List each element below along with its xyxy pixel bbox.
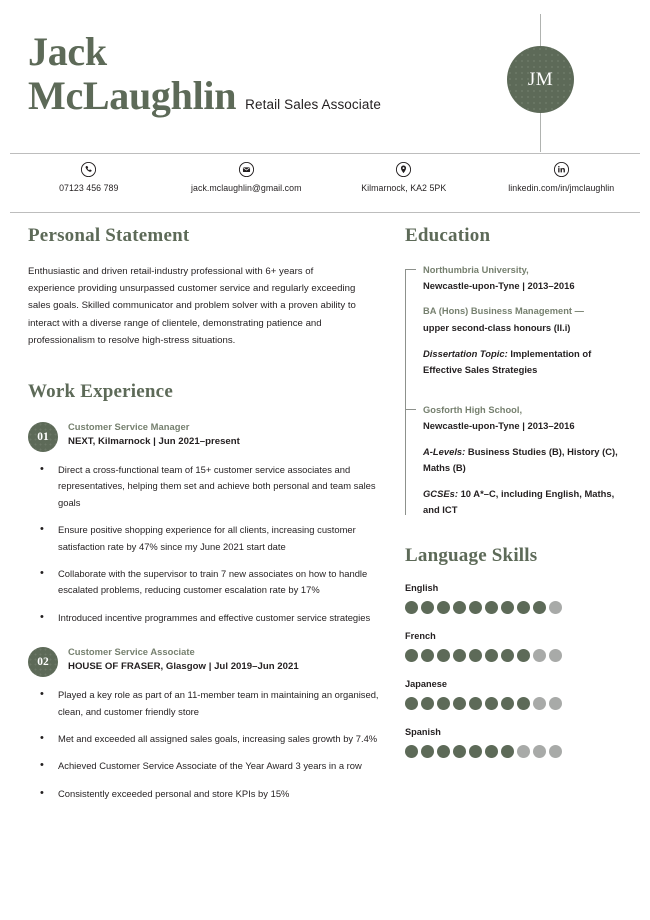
- rating-dot-empty: [533, 745, 546, 758]
- job-bullet: • Met and exceeded all assigned sales goals, increasing sales growth by 7.4%: [28, 731, 383, 747]
- education-timeline-spine: [405, 269, 406, 515]
- body-columns: [0, 225, 650, 920]
- work-experience-section: [28, 381, 383, 802]
- divider-top: [10, 153, 640, 154]
- contact-phone[interactable]: [10, 158, 168, 210]
- rating-dot-filled: [453, 649, 466, 662]
- language-name: English: [405, 583, 439, 593]
- rating-dot-filled: [501, 601, 514, 614]
- contact-location[interactable]: [325, 158, 483, 210]
- rating-dot-filled: [421, 649, 434, 662]
- education-entry: [423, 403, 630, 517]
- rating-dot-empty: [517, 745, 530, 758]
- rating-dot-filled: [469, 745, 482, 758]
- contact-phone-value: 07123 456 789: [59, 183, 119, 193]
- education-location-dates: Newcastle-upon-Tyne | 2013–2016: [423, 419, 575, 431]
- job-bullet: • Consistently exceeded personal and store KPIs by 15%: [28, 786, 383, 802]
- linkedin-icon: [553, 161, 570, 178]
- job-bullet-list: [28, 462, 383, 626]
- job-bullet: • Played a key role as part of an 11-member team in maintaining an organised, clean, and customer friendly store: [28, 687, 383, 720]
- contact-linkedin-value: linkedin.com/in/jmclaughlin: [508, 183, 615, 193]
- language-rating-dots: [405, 697, 630, 710]
- rating-dot-filled: [501, 745, 514, 758]
- email-icon: [238, 161, 255, 178]
- rating-dot-filled: [533, 601, 546, 614]
- rating-dot-filled: [453, 697, 466, 710]
- rating-dot-filled: [469, 649, 482, 662]
- rating-dot-filled: [485, 697, 498, 710]
- language-rating-dots: [405, 745, 630, 758]
- language-item: [405, 583, 630, 614]
- rating-dot-empty: [549, 745, 562, 758]
- contact-email[interactable]: [168, 158, 326, 210]
- job-number-badge: 01: [28, 422, 58, 452]
- job-title: Retail Sales Associate: [245, 97, 381, 112]
- education-note-label: A-Levels:: [423, 446, 466, 457]
- rating-dot-filled: [517, 649, 530, 662]
- job-organisation: NEXT, Kilmarnock | Jun 2021–present: [68, 436, 240, 448]
- rating-dot-filled: [437, 649, 450, 662]
- name-block: [28, 30, 498, 118]
- education-institution: Gosforth High School,: [423, 405, 523, 415]
- education-note-text: Business Studies (B), History (C), Maths (B): [423, 446, 618, 473]
- education-note: [423, 346, 630, 377]
- job-header: [28, 644, 383, 678]
- rating-dot-filled: [517, 697, 530, 710]
- language-item: [405, 679, 630, 710]
- education-location-dates: Newcastle-upon-Tyne | 2013–2016: [423, 279, 575, 291]
- language-skills-title: Language Skills: [405, 545, 538, 566]
- rating-dot-filled: [405, 601, 418, 614]
- rating-dot-filled: [437, 697, 450, 710]
- location-icon: [395, 161, 412, 178]
- work-experience-title: Work Experience: [28, 381, 173, 403]
- personal-statement-section: [28, 225, 383, 349]
- left-column: [28, 225, 383, 813]
- education-entry: [423, 263, 630, 377]
- job-role: Customer Service Associate: [68, 646, 195, 658]
- education-section: [405, 225, 630, 517]
- rating-dot-filled: [421, 601, 434, 614]
- rating-dot-filled: [437, 601, 450, 614]
- rating-dot-filled: [405, 697, 418, 710]
- rating-dot-filled: [469, 601, 482, 614]
- rating-dot-filled: [501, 697, 514, 710]
- education-note-text: Implementation of Effective Sales Strategies: [423, 348, 592, 375]
- job-role: Customer Service Manager: [68, 421, 190, 433]
- rating-dot-filled: [453, 745, 466, 758]
- language-name: Spanish: [405, 727, 441, 737]
- language-rating-dots: [405, 601, 630, 614]
- rating-dot-empty: [533, 697, 546, 710]
- rating-dot-filled: [453, 601, 466, 614]
- personal-statement-body: Enthusiastic and driven retail-industry professional with 6+ years of experience providing unsurpassed customer service and regularly exceeding sales goals. Skilled communicator and problem solver with a proven ability to interact with a diverse range of clientele, demonstrating patience and professionalism to resolve high-stress situations.: [28, 266, 356, 346]
- language-name: Japanese: [405, 679, 448, 689]
- rating-dot-filled: [405, 649, 418, 662]
- first-name: Jack: [28, 29, 107, 74]
- job-bullet-list: [28, 687, 383, 802]
- education-degree: BA (Hons) Business Management —: [423, 306, 584, 316]
- rating-dot-filled: [485, 649, 498, 662]
- right-column: [405, 225, 630, 775]
- language-rating-dots: [405, 649, 630, 662]
- education-note2-text: 10 A*–C, including English, Maths, and ICT: [423, 488, 615, 515]
- rating-dot-filled: [485, 601, 498, 614]
- job-bullet: • Direct a cross-functional team of 15+ customer service associates and representatives, helping them set and achieve both personal and team sales goals: [28, 462, 383, 511]
- job-bullet: • Achieved Customer Service Associate of the Year Award 3 years in a row: [28, 758, 383, 774]
- rating-dot-filled: [501, 649, 514, 662]
- language-skills-section: [405, 545, 630, 758]
- rating-dot-empty: [549, 697, 562, 710]
- rating-dot-filled: [517, 601, 530, 614]
- divider-bottom: [10, 212, 640, 213]
- work-experience-entry: [28, 419, 383, 626]
- language-name: French: [405, 631, 436, 641]
- job-bullet: • Introduced incentive programmes and effective customer service strategies: [28, 610, 383, 626]
- rating-dot-empty: [549, 649, 562, 662]
- rating-dot-filled: [485, 745, 498, 758]
- education-institution: Northumbria University,: [423, 265, 529, 275]
- language-item: [405, 727, 630, 758]
- rating-dot-filled: [421, 697, 434, 710]
- monogram-initials: JM: [527, 68, 554, 90]
- contact-bar: [10, 158, 640, 210]
- contact-email-value: jack.mclaughlin@gmail.com: [191, 183, 302, 193]
- job-header: [28, 419, 383, 453]
- job-organisation: HOUSE OF FRASER, Glasgow | Jul 2019–Jun 2021: [68, 661, 299, 673]
- personal-statement-title: Personal Statement: [28, 225, 190, 246]
- job-bullet: • Collaborate with the supervisor to train 7 new associates on how to handle escalated problems, reducing customer escalation rate by 17%: [28, 566, 383, 599]
- education-note-label: Dissertation Topic:: [423, 348, 508, 359]
- language-item: [405, 631, 630, 662]
- rating-dot-empty: [549, 601, 562, 614]
- rating-dot-filled: [437, 745, 450, 758]
- job-bullet: • Ensure positive shopping experience for all clients, increasing customer satisfaction rate by 47% since my June 2021 start date: [28, 522, 383, 555]
- rating-dot-filled: [469, 697, 482, 710]
- education-degree-classification: upper second-class honours (II.i): [423, 321, 571, 333]
- contact-linkedin[interactable]: [483, 158, 641, 210]
- resume-header: [0, 0, 650, 150]
- last-name: McLaughlin: [28, 73, 237, 118]
- rating-dot-filled: [405, 745, 418, 758]
- education-note: [423, 444, 630, 475]
- education-note2-label: GCSEs:: [423, 488, 458, 499]
- job-number-badge: 02: [28, 647, 58, 677]
- education-note-secondary: [423, 486, 630, 517]
- work-experience-entry: [28, 644, 383, 802]
- rating-dot-empty: [533, 649, 546, 662]
- monogram-avatar: [507, 46, 574, 113]
- phone-icon: [80, 161, 97, 178]
- education-title: Education: [405, 225, 491, 246]
- contact-location-value: Kilmarnock, KA2 5PK: [361, 183, 447, 193]
- rating-dot-filled: [421, 745, 434, 758]
- education-timeline: [405, 263, 630, 517]
